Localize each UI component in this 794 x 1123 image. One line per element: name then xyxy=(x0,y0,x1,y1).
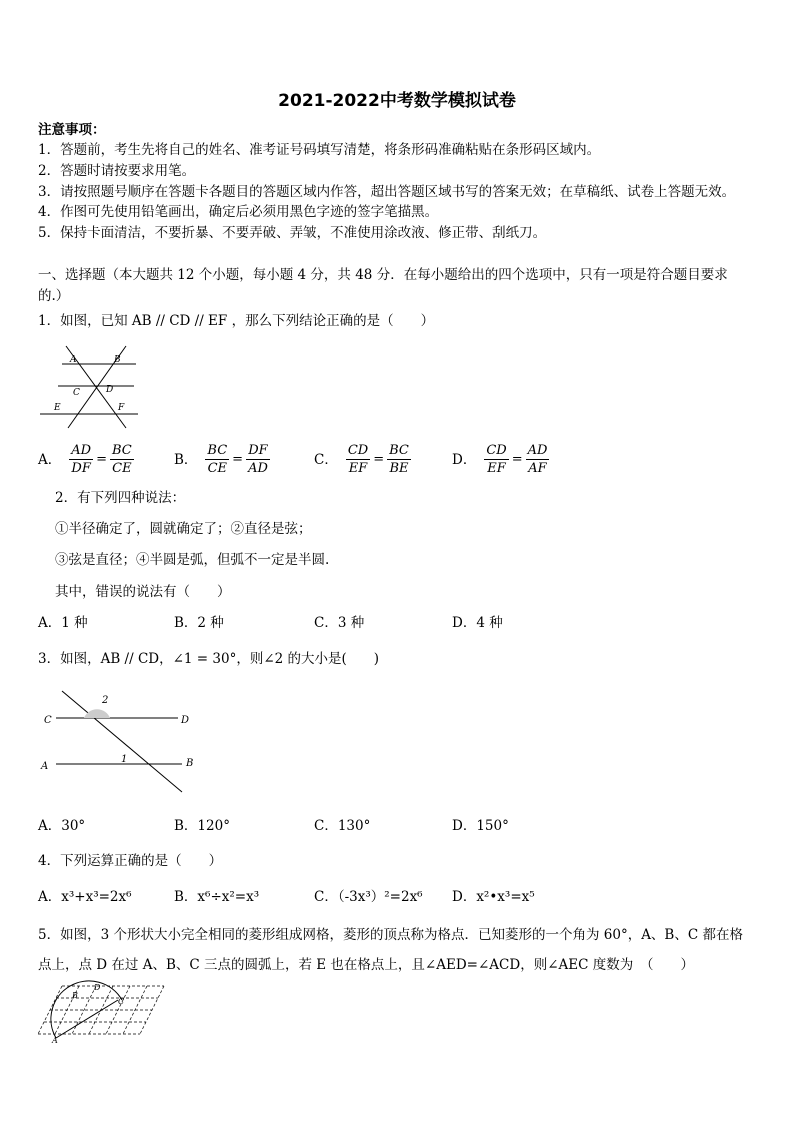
page-title: 2021-2022中考数学模拟试卷 xyxy=(278,91,516,111)
q5-label-a: A xyxy=(52,1036,58,1044)
q5-label-d: D xyxy=(94,983,101,992)
q4-option-b[interactable]: B．x⁶÷x²=x³ xyxy=(174,889,260,905)
fraction: $\frac{CD}{EF}$ xyxy=(347,443,369,476)
q4-option-a[interactable]: A．x³+x³=2x⁶ xyxy=(38,889,132,905)
q2-option-c[interactable]: C．3 种 xyxy=(314,615,365,631)
q1-option-d[interactable] xyxy=(452,442,549,477)
q2-option-b[interactable]: B．2 种 xyxy=(174,615,224,631)
q1-label-e: E xyxy=(54,403,61,413)
q1-label-a: A xyxy=(70,355,77,365)
q4-option-d[interactable]: D．x²•x³=x⁵ xyxy=(452,889,535,905)
q4-stem: 4．下列运算正确的是（ ） xyxy=(38,853,223,869)
notice-item: 5．保持卡面清洁，不要折暴、不要弄破、弄皱，不准使用涂改液、修正带、刮纸刀。 xyxy=(38,225,547,241)
equals-sign: = xyxy=(232,451,244,467)
notice-item: 3．请按照题号顺序在答题卡各题目的答题区域内作答，超出答题区域书写的答案无效；在草稿纸、试卷上答题无效。 xyxy=(38,184,736,200)
fraction: $\frac{BC}{CE}$ xyxy=(111,443,132,476)
q1-label-f: F xyxy=(118,403,125,413)
q4-option-c[interactable]: C．（-3x³）²=2x⁶ xyxy=(314,889,423,905)
q3-label-d: D xyxy=(181,715,190,726)
q3-angle-1: 1 xyxy=(121,754,128,765)
fraction: $\frac{DF}{AD}$ xyxy=(248,443,268,476)
option-label: A． xyxy=(38,451,62,468)
q3-stem: 3．如图，AB // CD，∠1 = 30°，则∠2 的大小是( ) xyxy=(38,651,380,667)
q5-label-c: C xyxy=(118,997,125,1006)
q2-statement: ①半径确定了，圆就确定了；②直径是弦； xyxy=(55,521,312,537)
fraction: $\frac{BC}{BE}$ xyxy=(389,443,409,476)
fraction: $\frac{BC}{CE}$ xyxy=(207,443,228,476)
q1-figure xyxy=(38,340,142,432)
q3-angle-2: 2 xyxy=(102,695,109,706)
q1-stem: 1．如图，已知 AB // CD // EF ，那么下列结论正确的是（ ） xyxy=(38,313,435,329)
q3-option-b[interactable]: B．120° xyxy=(174,818,230,834)
notice-heading: 注意事项： xyxy=(38,122,106,138)
q5-stem-cont: 点上，点 D 在过 A、B、C 三点的圆弧上，若 E 也在格点上，且∠AED=∠ACD，则∠AEC 度数为 （ ） xyxy=(38,957,694,973)
fraction: $\frac{AD}{DF}$ xyxy=(71,443,92,476)
equals-sign: = xyxy=(96,451,107,467)
q1-label-b: B xyxy=(114,355,121,365)
q5-figure xyxy=(34,978,174,1044)
q3-option-a[interactable]: A．30° xyxy=(38,818,86,834)
fraction: $\frac{CD}{EF}$ xyxy=(486,443,507,476)
option-label: C． xyxy=(314,451,338,468)
section-heading-cont: 的.） xyxy=(38,288,70,304)
q3-label-c: C xyxy=(44,715,52,726)
section-heading: 一、选择题（本大题共 12 个小题，每小题 4 分，共 48 分．在每小题给出的四个选项中，只有一项是符合题目要求 xyxy=(38,267,728,283)
q5-label-b: B xyxy=(72,991,78,1000)
q3-label-b: B xyxy=(186,758,194,769)
q3-option-d[interactable]: D．150° xyxy=(452,818,509,834)
q2-option-a[interactable]: A．1 种 xyxy=(38,615,88,631)
q3-label-a: A xyxy=(41,761,49,772)
q3-option-c[interactable]: C．130° xyxy=(314,818,371,834)
q2-question: 其中，错误的说法有（ ） xyxy=(55,584,231,600)
equals-sign: = xyxy=(511,451,523,467)
q2-statement: ③弦是直径；④半圆是弧，但弧不一定是半圆. xyxy=(55,552,330,568)
notice-item: 4．作图可先使用铅笔画出，确定后必须用黑色字迹的签字笔描黑。 xyxy=(38,204,439,220)
q1-label-c: C xyxy=(73,388,80,398)
notice-item: 2．答题时请按要求用笔。 xyxy=(38,163,196,179)
q2-stem: 2．有下列四种说法： xyxy=(55,490,186,506)
q3-figure xyxy=(38,688,198,798)
option-label: B． xyxy=(174,451,198,468)
option-label: D． xyxy=(452,451,477,468)
equals-sign: = xyxy=(373,451,385,467)
q1-option-c[interactable] xyxy=(314,442,411,477)
q5-stem: 5．如图，3 个形状大小完全相同的菱形组成网格，菱形的顶点称为格点．已知菱形的一个角为 60°，A、B、C 都在格 xyxy=(38,927,743,943)
q2-option-d[interactable]: D．4 种 xyxy=(452,615,503,631)
q1-label-d: D xyxy=(106,385,114,395)
fraction: $\frac{AD}{AF}$ xyxy=(527,443,548,476)
notice-item: 1．答题前，考生先将自己的姓名、准考证号码填写清楚，将条形码准确粘贴在条形码区域内。 xyxy=(38,142,601,158)
q1-option-b[interactable] xyxy=(174,442,270,477)
q1-option-a[interactable] xyxy=(38,442,134,477)
